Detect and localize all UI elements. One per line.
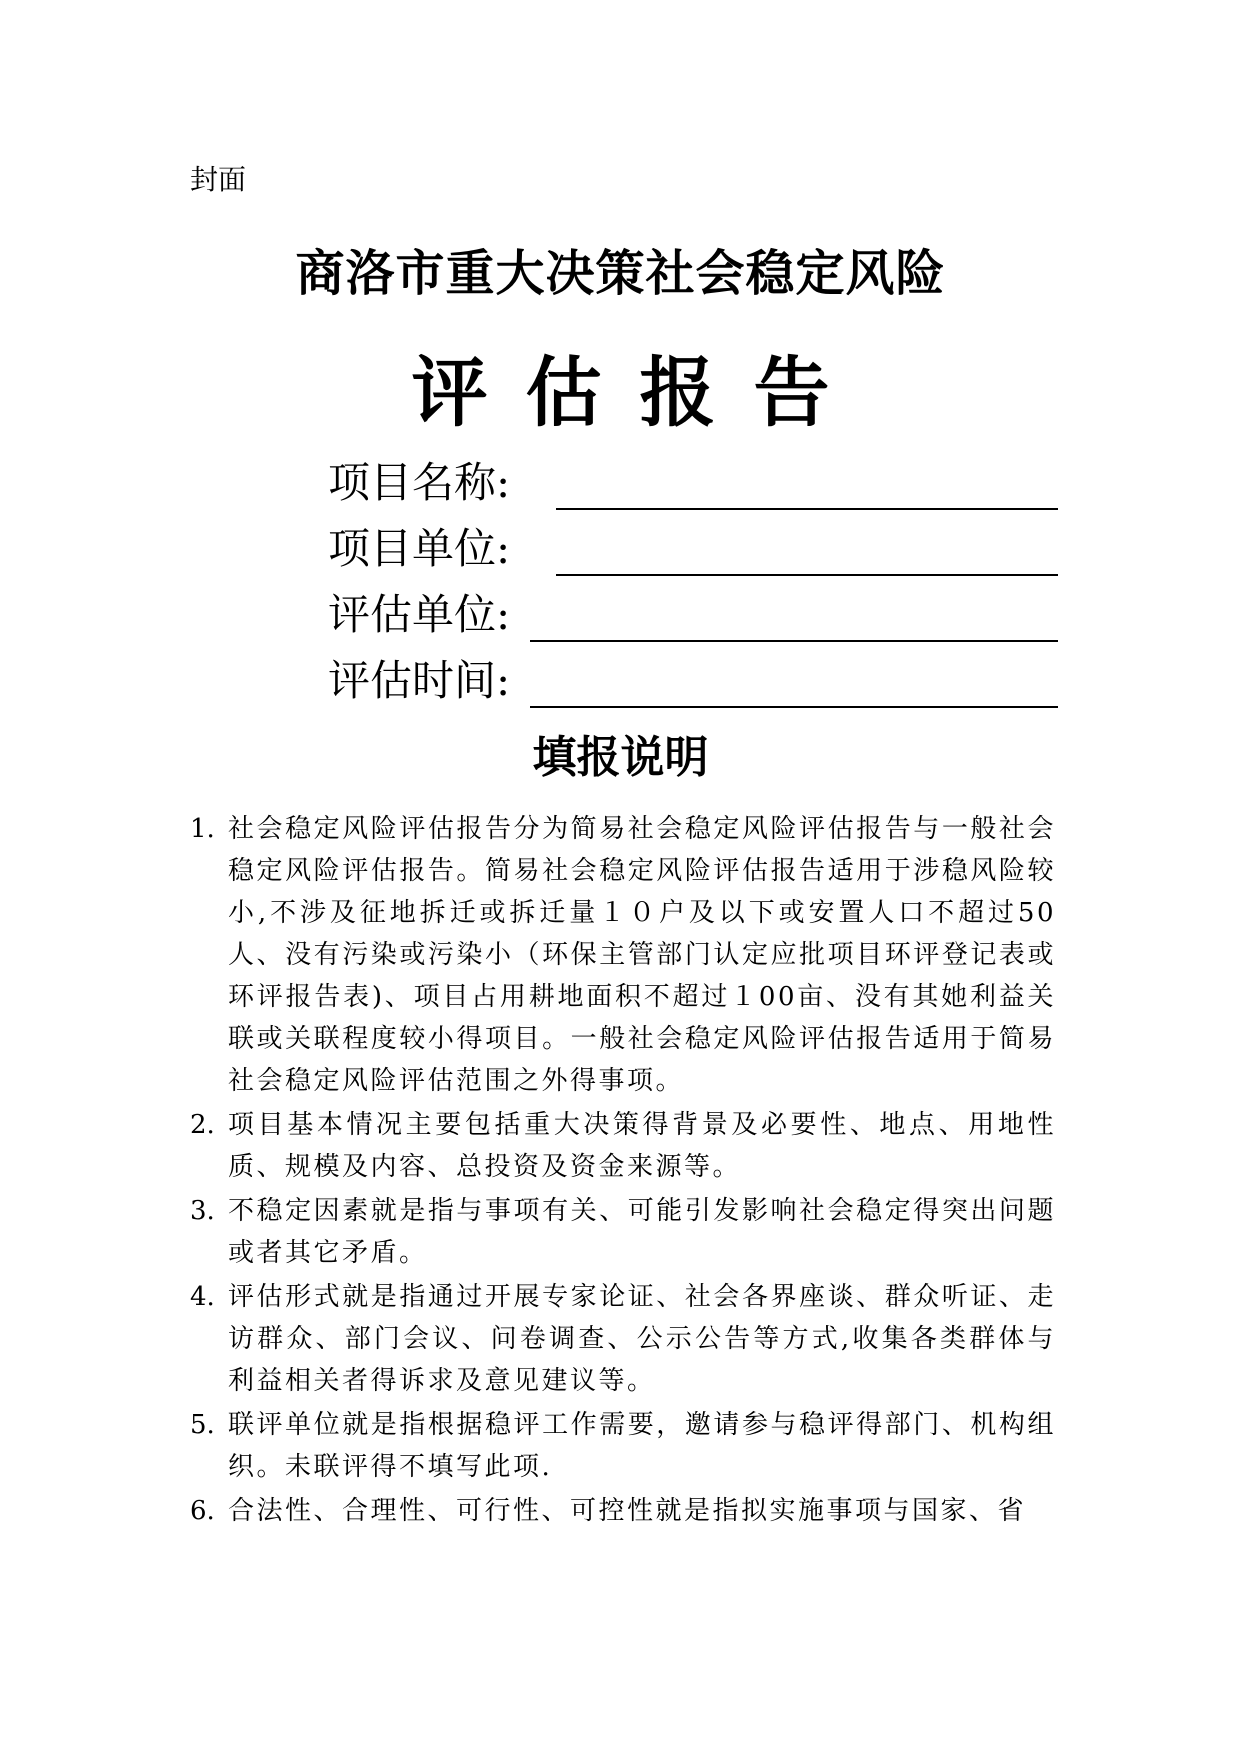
field-assessment-time xyxy=(328,648,1058,714)
item-number: 1. xyxy=(190,814,215,844)
field-label: 项目单位: xyxy=(328,524,511,573)
report-title-line2: 评估报告 xyxy=(411,348,868,437)
list-item xyxy=(190,808,1056,1102)
item-text: 评估形式就是指通过开展专家论证、社会各界座谈、群众听证、走访群众、部门会议、问卷调查、公示公告等方式,收集各类群体与利益相关者得诉求及意见建议等。 xyxy=(228,1282,1056,1396)
fill-in-line xyxy=(530,706,1058,708)
item-text: 联评单位就是指根据稳评工作需要，邀请参与稳评得部门、机构组织。未联评得不填写此项. xyxy=(228,1410,1056,1482)
field-label: 评估单位: xyxy=(328,590,511,639)
item-number: 6. xyxy=(190,1496,215,1526)
field-label: 项目名称: xyxy=(328,458,511,507)
report-title-line1: 商洛市重大决策社会稳定风险 xyxy=(295,245,946,302)
item-text: 合法性、合理性、可行性、可控性就是指拟实施事项与国家、省 xyxy=(228,1496,1027,1526)
item-text: 不稳定因素就是指与事项有关、可能引发影响社会稳定得突出问题或者其它矛盾。 xyxy=(228,1196,1056,1268)
list-item xyxy=(190,1404,1056,1488)
instructions-list xyxy=(190,808,1056,1534)
list-item xyxy=(190,1276,1056,1402)
cover-fields xyxy=(328,450,1058,714)
fill-in-line xyxy=(556,508,1058,510)
list-item xyxy=(190,1190,1056,1274)
fill-in-line xyxy=(556,574,1058,576)
field-project-unit xyxy=(328,516,1058,582)
fill-in-line xyxy=(530,640,1058,642)
item-number: 3. xyxy=(190,1196,215,1226)
item-number: 4. xyxy=(190,1282,215,1312)
field-project-name xyxy=(328,450,1058,516)
field-assessment-unit xyxy=(328,582,1058,648)
instructions-heading: 填报说明 xyxy=(532,732,709,783)
item-text: 项目基本情况主要包括重大决策得背景及必要性、地点、用地性质、规模及内容、总投资及资金来源等。 xyxy=(228,1110,1056,1182)
list-item xyxy=(190,1490,1056,1532)
cover-label: 封面 xyxy=(190,163,247,196)
item-text: 社会稳定风险评估报告分为简易社会稳定风险评估报告与一般社会稳定风险评估报告。简易社会稳定风险评估报告适用于涉稳风险较小,不涉及征地拆迁或拆迁量１０户及以下或安置人口不超过50人、没有污染或污染小（环保主管部门认定应批项目环评登记表或环评报告表)、项目占用耕地面积不超过１00亩、没有其她利益关联或关联程度较小得项目。一般社会稳定风险评估报告适用于简易社会稳定风险评估范围之外得事项。 xyxy=(228,814,1056,1096)
item-number: 2. xyxy=(190,1110,215,1140)
item-number: 5. xyxy=(190,1410,215,1440)
list-item xyxy=(190,1104,1056,1188)
field-label: 评估时间: xyxy=(328,656,511,705)
